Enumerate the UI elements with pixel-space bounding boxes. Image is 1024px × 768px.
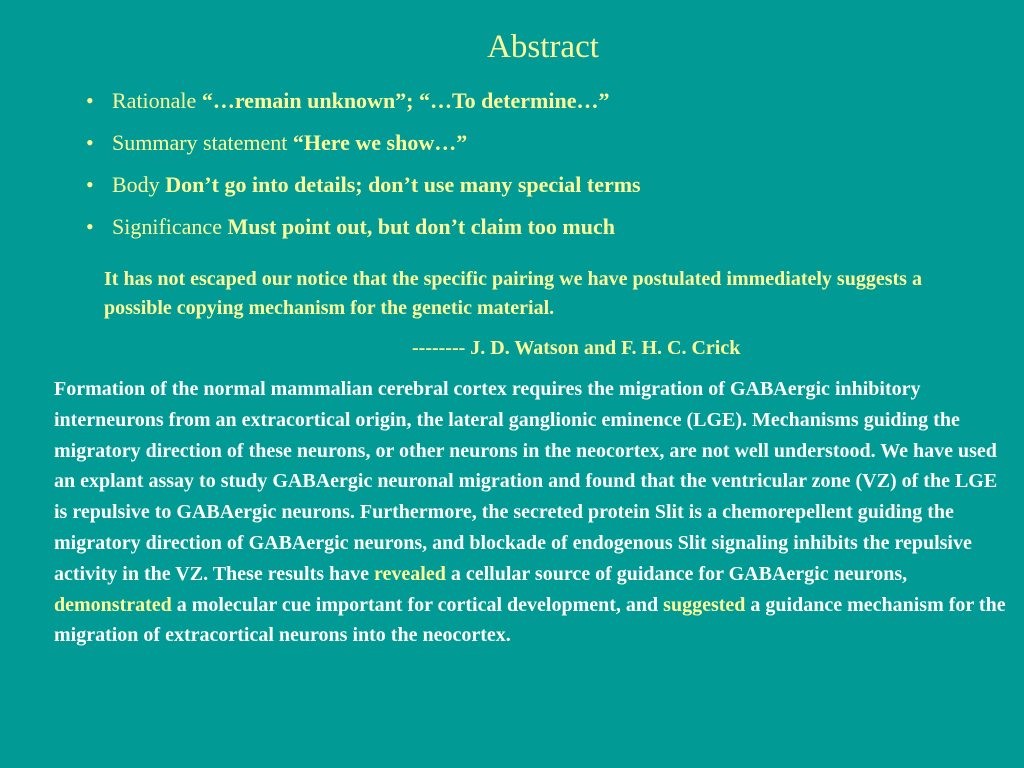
abstract-text-part: a guidance mechanism for the migration of extracortical neurons into the neocortex. — [54, 593, 1006, 647]
bullet-text: “Here we show…” — [292, 130, 468, 155]
bullet-dot: • — [86, 172, 94, 197]
bullet-dot: • — [86, 214, 94, 239]
watson-crick-quote: It has not escaped our notice that the specific pairing we have postulated immediately suggests a possible copying mechanism for the genetic material. — [104, 268, 922, 319]
bullet-label: Body — [112, 172, 166, 197]
abstract-text-part: Formation of the normal mammalian cerebral cortex requires the migration of GABAergic inhibitory interneurons from an extracortical origin, the lateral ganglionic eminence (LGE). Mechanisms guiding the migratory direction of these neurons, or other neurons in the neocortex, are not well understood. We have used an explant assay to study GABAergic neuronal migration and found that the ventricular zone (VZ) of the LGE is repulsive to GABAergic neurons. Furthermore, the secreted protein Slit is a chemorepellent guiding the migratory direction of GABAergic neurons, and blockade of endogenous Slit signaling inhibits the repulsive activity in the VZ. These results have — [54, 378, 998, 585]
bullet-list — [86, 84, 641, 252]
abstract-highlight-suggested: suggested — [663, 593, 746, 616]
bullet-label: Summary statement — [112, 130, 293, 155]
bullet-label: Rationale — [112, 88, 202, 113]
bullet-dot: • — [86, 88, 94, 113]
bullet-item-rationale — [86, 84, 641, 126]
abstract-text-part: a cellular source of guidance for GABAergic neurons, — [445, 562, 908, 585]
bullet-text: “…remain unknown”; “…To determine…” — [201, 88, 610, 113]
bullet-text: Don’t go into details; don’t use many special terms — [165, 172, 641, 197]
bullet-item-body — [86, 168, 641, 210]
abstract-highlight-demonstrated: demonstrated — [54, 593, 172, 616]
slide-title: Abstract — [487, 29, 599, 65]
bullet-label: Significance — [112, 214, 228, 239]
abstract-highlight-revealed: revealed — [374, 562, 446, 585]
quote-attribution: -------- J. D. Watson and F. H. C. Crick — [412, 337, 741, 359]
bullet-item-summary-statement — [86, 126, 641, 168]
abstract-paragraph — [54, 374, 1014, 651]
bullet-dot: • — [86, 130, 94, 155]
bullet-text: Must point out, but don’t claim too much — [227, 214, 615, 239]
bullet-item-significance — [86, 210, 641, 252]
abstract-text-part: a molecular cue important for cortical development, and — [171, 593, 664, 616]
